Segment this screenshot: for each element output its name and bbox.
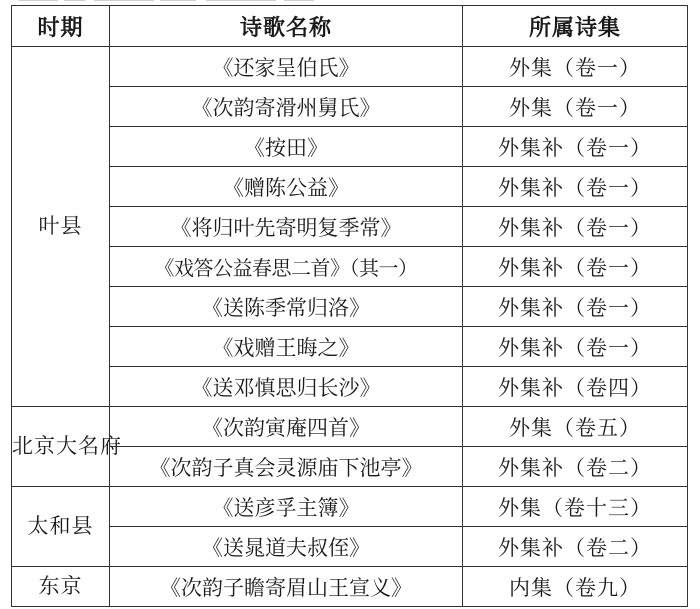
poem-title-cell: 《按田》	[110, 127, 463, 167]
poem-title-cell: 《次韵子瞻寄眉山王宣义》	[110, 567, 463, 607]
collection-cell: 外集（卷一）	[463, 87, 688, 127]
table-row	[12, 247, 688, 287]
collection-cell: 外集补（卷四）	[463, 367, 688, 407]
table-body	[12, 47, 688, 607]
header-poem-title: 诗歌名称	[110, 6, 463, 47]
table-row	[12, 407, 688, 447]
table-row	[12, 527, 688, 567]
poem-table	[11, 5, 688, 607]
table-row	[12, 87, 688, 127]
poem-title-cell: 《送彦孚主簿》	[110, 487, 463, 527]
poem-title-cell: 《次韵寅庵四首》	[110, 407, 463, 447]
poem-title-cell: 《次韵寄滑州舅氏》	[110, 87, 463, 127]
table-row	[12, 207, 688, 247]
poem-title-cell: 《送晁道夫叔侄》	[110, 527, 463, 567]
collection-cell: 外集补（卷二）	[463, 527, 688, 567]
table-row	[12, 167, 688, 207]
header-collection: 所属诗集	[463, 6, 688, 47]
collection-cell: 外集（卷五）	[463, 407, 688, 447]
header-row	[12, 6, 688, 47]
collection-cell: 外集补（卷一）	[463, 327, 688, 367]
poem-title-cell: 《还家呈伯氏》	[110, 47, 463, 87]
poem-title-cell: 《送陈季常归洛》	[110, 287, 463, 327]
table-row	[12, 367, 688, 407]
period-cell: 东京	[12, 567, 110, 607]
poem-title-cell: 《戏赠王晦之》	[110, 327, 463, 367]
collection-cell: 外集补（卷二）	[463, 447, 688, 487]
period-cell: 北京大名府	[12, 407, 110, 487]
table-row	[12, 567, 688, 607]
collection-cell: 外集补（卷一）	[463, 287, 688, 327]
table-row	[12, 327, 688, 367]
poem-title-cell: 《赠陈公益》	[110, 167, 463, 207]
table-header	[12, 6, 688, 47]
table-row	[12, 287, 688, 327]
collection-cell: 外集补（卷一）	[463, 127, 688, 167]
collection-cell: 外集补（卷一）	[463, 167, 688, 207]
period-cell: 太和县	[12, 487, 110, 567]
collection-cell: 外集（卷一）	[463, 47, 688, 87]
table-row	[12, 127, 688, 167]
collection-cell: 外集补（卷一）	[463, 207, 688, 247]
collection-cell: 外集补（卷一）	[463, 247, 688, 287]
poem-title-cell: 《次韵子真会灵源庙下池亭》	[110, 447, 463, 487]
poem-title-cell: 《送邓慎思归长沙》	[110, 367, 463, 407]
collection-cell: 内集（卷九）	[463, 567, 688, 607]
period-cell: 叶县	[12, 47, 110, 407]
poem-title-cell: 《戏答公益春思二首》（其一）	[110, 247, 463, 287]
collection-cell: 外集（卷十三）	[463, 487, 688, 527]
table-row	[12, 47, 688, 87]
poem-title-cell: 《将归叶先寄明复季常》	[110, 207, 463, 247]
header-period: 时期	[12, 6, 110, 47]
table-row	[12, 487, 688, 527]
